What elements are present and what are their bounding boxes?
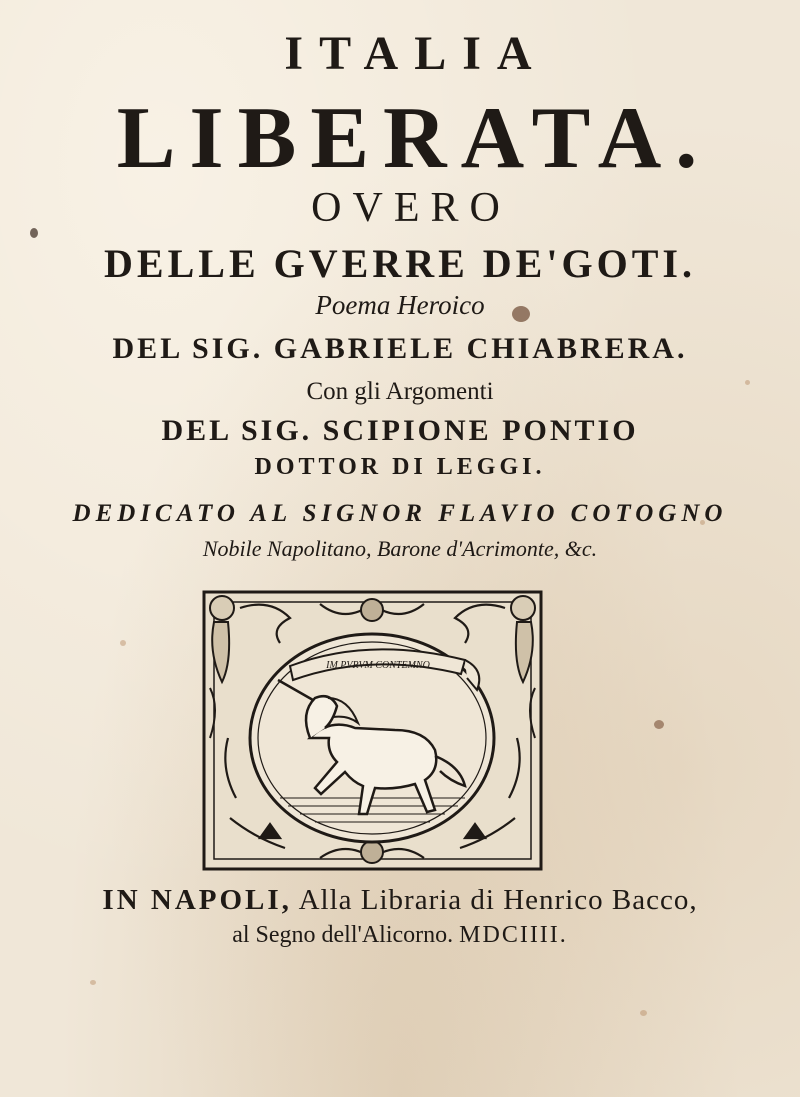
mask-bottom-icon [361,841,383,863]
subtitle-poema: Poema Heroico [315,290,485,320]
mask-top-icon [361,599,383,621]
imprint-line-1 [0,884,800,917]
foxing-spot [120,640,126,646]
title-line-italia: ITALIA [284,27,548,80]
commentator-title-line: DOTTOR DI LEGGI. [254,454,546,480]
dedication-line: DEDICATO AL SIGNOR FLAVIO COTOGNO [72,500,728,527]
imprint-publisher: Alla Libraria di Henrico Bacco, [298,884,698,916]
argomenti-line: Con gli Argomenti [306,378,494,405]
title-line-liberata: LIBERATA. [116,90,712,187]
foxing-spot [640,1010,647,1016]
title-line-guerre: DELLE GVERRE DE'GOTI. [104,241,696,286]
imprint-line-2 [0,922,800,949]
title-line-overo: OVERO [311,185,511,231]
author-line: DEL SIG. GABRIELE CHIABRERA. [112,332,688,365]
dedicatee-line: Nobile Napolitano, Barone d'Acrimonte, &c. [202,536,598,561]
imprint-place: IN NAPOLI, [102,884,292,916]
foxing-spot [654,720,664,729]
printers-device-woodcut [200,588,545,873]
imprint-sign: al Segno dell'Alicorno. [232,922,454,948]
motto-text: IM PVRVM CONTEMNO [326,660,430,671]
foxing-spot [90,980,96,985]
imprint-date: MDCIIII. [459,922,568,948]
commentator-line: DEL SIG. SCIPIONE PONTIO [161,414,639,447]
